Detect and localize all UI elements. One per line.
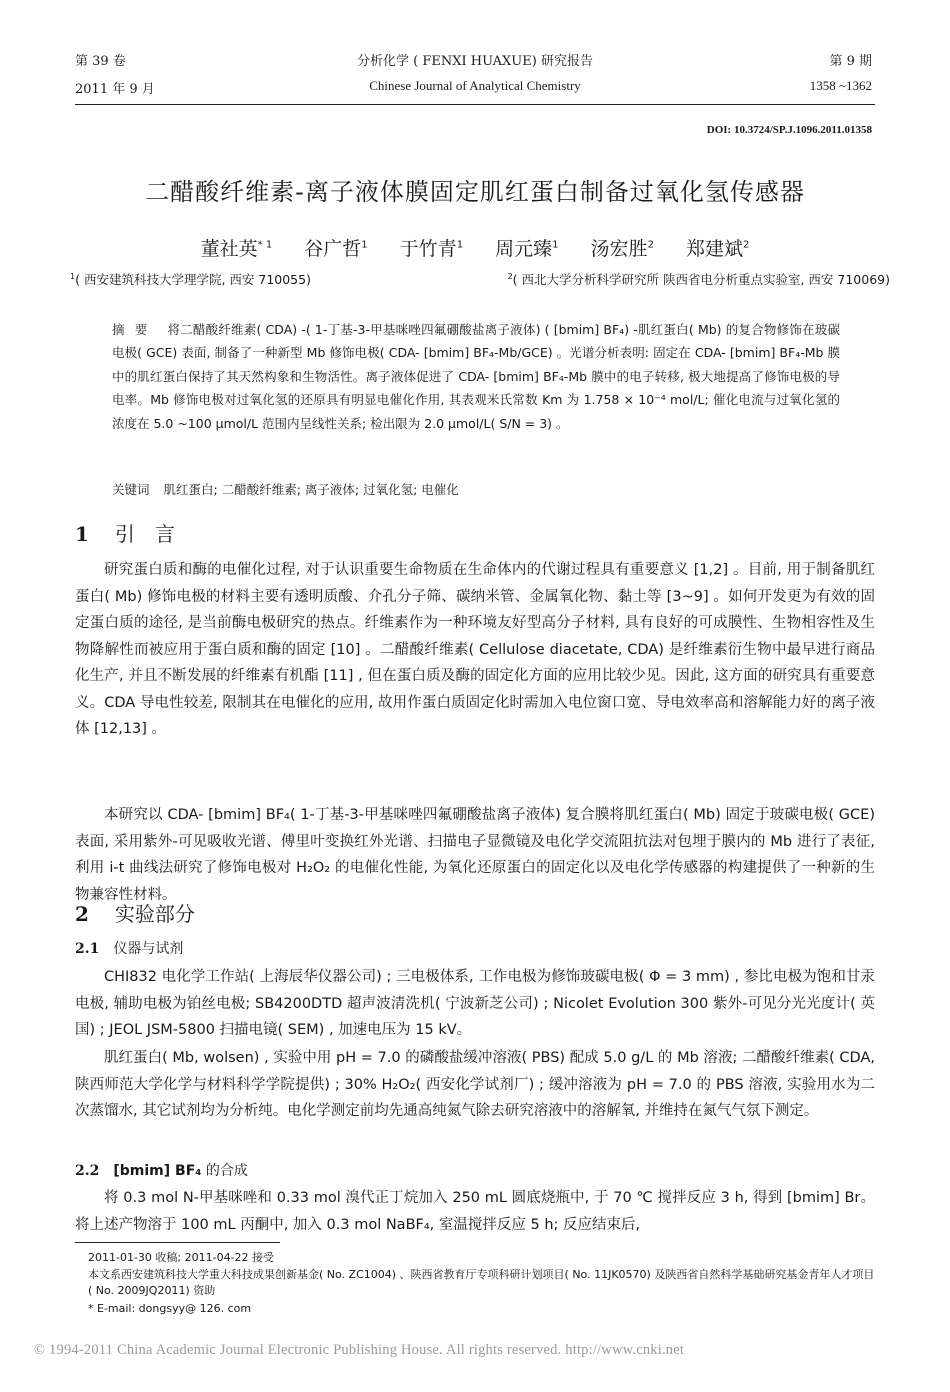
affiliation-1: $^1$( 西安建筑科技大学理学院, 西安 710055)	[70, 271, 311, 287]
author: 汤宏胜$^2$	[590, 238, 654, 260]
author: 董社英$^{* 1}$	[200, 238, 273, 260]
section1-paragraph-1: 研究蛋白质和酶的电催化过程, 对于认识重要生命物质在生命体内的代谢过程具有重要意义 [1,2] 。目前, 用于制备肌红蛋白( Mb) 修饰电极的材料主要有透明质酸、介孔分子筛、碳纳米管、金属氧化物、黏土等 [3~9] 。如何开发更为有效的固定蛋白质的途径, 是当前酶电极研究的热点。纤维素作为一种环境友好型高分子材料, 具有良好的可成膜性、生物相容性及生物降解性而被应用于蛋白质和酶的固定 [10] 。二醋酸纤维素( Cellulose diacetate, CDA) 是纤维素衍生物中最早进行商品化生产, 并且不断发展的纤维素有机酯 [11] , 但在蛋白质及酶的固定化方面的应用比较少见。因此, 这方面的研究具有重要意义。CDA 导电性较差, 限制其在电催化的应用, 故用作蛋白质固定化时需加入电位窗口宽、导电效率高和溶解能力好的离子液体 [12,13] 。	[75, 562, 875, 737]
author: 谷广哲$^1$	[304, 238, 368, 260]
footnote-email: * E-mail: dongsyy@ 126. com	[88, 1302, 252, 1315]
header-volume: 第 39 卷	[75, 54, 126, 69]
subsection-2-2-paragraph-1: 将 0.3 mol N-甲基咪唑和 0.33 mol 溴代正丁烷加入 250 mL 圆底烧瓶中, 于 70 ℃ 搅拌反应 3 h, 得到 [bmim] Br。将上述产物溶于 100 mL 丙酮中, 加入 0.3 mol NaBF₄, 室温搅拌反应 5 h; 反应结束后,	[75, 1190, 875, 1233]
header-issue: 第 9 期	[829, 54, 872, 69]
doi: DOI: 10.3724/SP.J.1096.2011.01358	[706, 124, 872, 136]
header-pages: 1358 ~1362	[809, 78, 872, 93]
section-heading-1: 1 引 言	[75, 522, 175, 546]
abstract-label: 摘要	[112, 322, 158, 337]
abstract-text: 将二醋酸纤维素( CDA) -( 1-丁基-3-甲基咪唑四氟硼酸盐离子液体) ( [bmim] BF₄) -肌红蛋白( Mb) 的复合物修饰在玻碳电极( GCE) 表面, 制备了一种新型 Mb 修饰电极( CDA- [bmim] BF₄-Mb/GCE) 。光谱分析表明: 固定在 CDA- [bmim] BF₄-Mb 膜中的肌红蛋白保持了其天然构象和生物活性。离子液体促进了 CDA- [bmim] BF₄-Mb 膜中的电子转移, 极大地提高了修饰电极的导电率。Mb 修饰电极对过氧化氢的还原具有明显电催化作用, 其表观米氏常数 Km 为 1.758 × 10⁻⁴ mol/L; 催化电流与过氧化氢的浓度在 5.0 ~100 μmol/L 范围内呈线性关系; 检出限为 2.0 μmol/L( S/N = 3) 。	[112, 322, 840, 431]
section-heading-2: 2 实验部分	[75, 902, 195, 926]
author: 郑建斌$^2$	[685, 238, 750, 260]
header-rule	[75, 104, 875, 105]
keywords-label: 关键词	[112, 482, 150, 497]
footnote-received: 2011-01-30 收稿; 2011-04-22 接受	[88, 1251, 275, 1264]
abstract	[112, 318, 840, 435]
footnote-funding: 本文系西安建筑科技大学重大科技成果创新基金( No. ZC1004) 、陕西省教育厅专项科研计划项目( No. 11JK0570) 及陕西省自然科学基础研究基金青年人才项目( No. 2009JQ2011) 资助	[88, 1268, 875, 1297]
footnote-rule	[75, 1242, 280, 1243]
header-journal-cn: 分析化学 ( FENXI HUAXUE) 研究报告	[357, 54, 593, 69]
subsection-2-1-paragraph-2: 肌红蛋白( Mb, wolsen) , 实验中用 pH = 7.0 的磷酸盐缓冲溶液( PBS) 配成 5.0 g/L 的 Mb 溶液; 二醋酸纤维素( CDA, 陕西师范大学化学与材料科学学院提供) ; 30% H₂O₂( 西安化学试剂厂) ; 缓冲溶液为 pH = 7.0 的 PBS 溶液, 实验用水为二次蒸馏水, 其它试剂均为分析纯。电化学测定前均先通高纯氮气除去研究溶液中的溶解氧, 并维持在氮气气氛下测定。	[75, 1050, 875, 1119]
subsection-2-1-paragraph-1: CHI832 电化学工作站( 上海辰华仪器公司) ; 三电极体系, 工作电极为修饰玻碳电极( Φ = 3 mm) , 参比电极为饱和甘汞电极, 辅助电极为铂丝电极; SB4200DTD 超声波清洗机( 宁波新芝公司) ; Nicolet Evolution 300 紫外-可见分光光度计( 英国) ; JEOL JSM-5800 扫描电镜( SEM) , 加速电压为 15 kV。	[75, 969, 875, 1038]
copyright-watermark: © 1994-2011 China Academic Journal Electronic Publishing House. All rights reserved. http://www.cnki.net	[34, 1342, 685, 1358]
keywords	[112, 480, 840, 498]
article-title: 二醋酸纤维素-离子液体膜固定肌红蛋白制备过氧化氢传感器	[145, 178, 805, 206]
author: 周元臻$^1$	[495, 238, 559, 260]
subsection-heading-2-1: 2.1 仪器与试剂	[75, 941, 184, 957]
header-date: 2011 年 9 月	[75, 82, 155, 97]
affiliation-2: $^2$( 西北大学分析科学研究所 陕西省电分析重点实验室, 西安 710069)	[507, 271, 890, 287]
author-list	[0, 234, 950, 261]
author: 于竹青$^1$	[399, 238, 464, 260]
subsection-heading-2-2: 2.2 [bmim] BF₄ 的合成	[75, 1163, 248, 1179]
header-journal-en: Chinese Journal of Analytical Chemistry	[369, 78, 581, 93]
section1-paragraph-2: 本研究以 CDA- [bmim] BF₄( 1-丁基-3-甲基咪唑四氟硼酸盐离子液体) 复合膜将肌红蛋白( Mb) 固定于玻碳电极( GCE) 表面, 采用紫外-可见吸收光谱、傅里叶变换红外光谱、扫描电子显微镜及电化学交流阻抗法对包埋于膜内的 Mb 进行了表征, 利用 i-t 曲线法研究了修饰电极对 H₂O₂ 的电催化性能, 为氧化还原蛋白的固定化以及电化学传感器的构建提供了一种新的生物兼容性材料。	[75, 807, 875, 903]
affiliations	[70, 270, 890, 288]
keywords-text: 肌红蛋白; 二醋酸纤维素; 离子液体; 过氧化氢; 电催化	[163, 482, 459, 497]
